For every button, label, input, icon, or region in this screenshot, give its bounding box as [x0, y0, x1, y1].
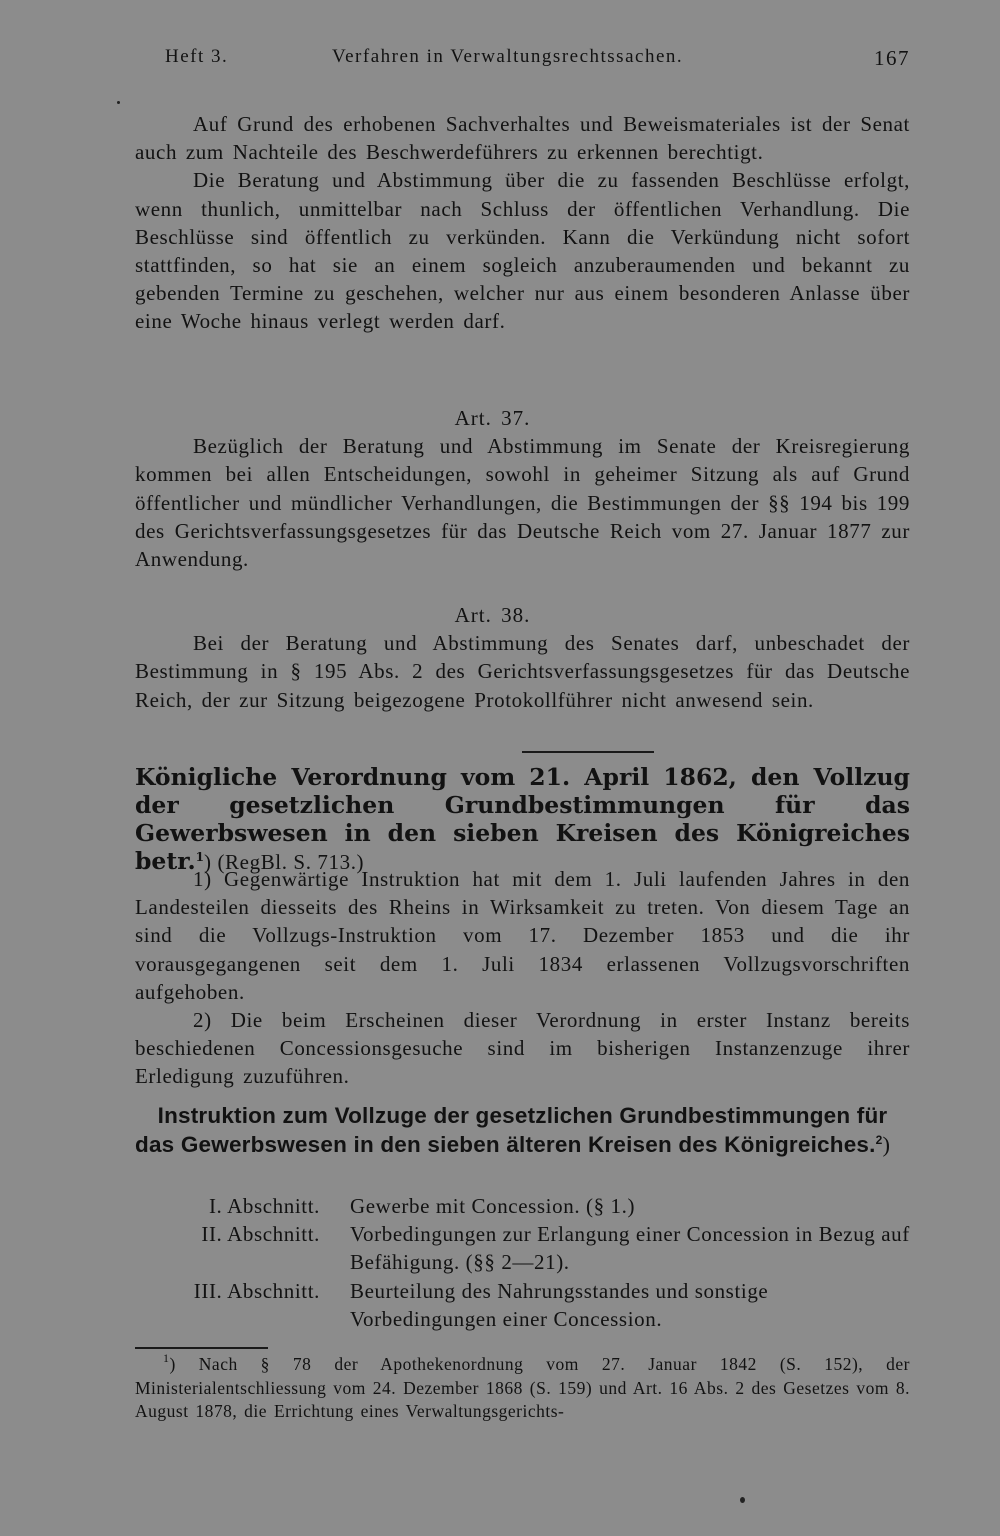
ordinance-heading	[135, 763, 910, 876]
ordinance-citation: (RegBl. S. 713.)	[217, 850, 365, 874]
instruction-title	[135, 1101, 910, 1159]
ordinance-title-text: Königliche Verordnung vom 21. April 1862, den Vollzug der gesetzlichen Grundbestimmungen für das Gewerbswesen in den sieben Kreisen des Königreiches betr.	[135, 763, 910, 875]
toc-section-description: Vorbedingungen zur Erlangung einer Concession in Bezug auf Befähigung. (§§ 2—21).	[350, 1222, 910, 1275]
scan-speck	[740, 1497, 745, 1503]
article-38-heading: Art. 38.	[454, 603, 531, 627]
instruction-toc	[135, 1192, 910, 1333]
section-divider	[522, 751, 654, 753]
issue-label: Heft 3.	[165, 46, 229, 67]
paragraph-deliberation: Die Beratung und Abstimmung über die zu fassenden Beschlüsse erfolgt, wenn thunlich, unmittelbar nach Schluss der öffentlichen Verhandlung. Die Beschlüsse sind öffentlich zu verkünden. Kann die Verkündung nicht sofort stattfinden, so hat sie an einem sogleich anzuberaumenden und bekannt zu gebenden Termine zu geschehen, welcher nur aus einem besonderen Anlasse über eine Woche hinaus verlegt werden darf.	[135, 168, 910, 334]
page-number: 167	[874, 46, 910, 70]
article-37-heading: Art. 37.	[454, 406, 531, 430]
toc-section-number: I. Abschnitt.	[208, 1194, 320, 1218]
article-37	[135, 404, 910, 573]
ordinance-title: Königliche Verordnung vom 21. April 1862, den Vollzug der gesetzlichen Grundbestimmungen für das Gewerbswesen in den sieben Kreisen des Königreiches betr.$^1$) (RegBl. S. 713.)	[135, 763, 910, 875]
ordinance-item-1: 1) Gegenwärtige Instruktion hat mit dem 1. Juli laufenden Jahres in den Landesteilen diesseits des Rheins in Wirksamkeit zu treten. Von diesem Tage an sind die Vollzugs-Instruktion vom 17. Dezember 1853 und die ihr vorausgegangenen seit dem 1. Juli 1834 erlassenen Vollzugsvorschriften aufgehoben.	[135, 867, 910, 1004]
footnote-1-body: ) Nach § 78 der Apothekenordnung vom 27. Januar 1842 (S. 152), der Ministerialentschliessung vom 24. Dezember 1868 (S. 159) und Art. 16 Abs. 2 des Gesetzes vom 8. August 1878, die Errichtung eines Verwaltungsgerichts-	[135, 1354, 910, 1421]
paragraph-authority: Auf Grund des erhobenen Sachverhaltes und Beweismateriales ist der Senat auch zum Nachteile des Beschwerdeführers zu erkennen berechtigt.	[135, 112, 910, 165]
ordinance-provisions	[135, 865, 910, 1091]
instruction-title-text: Instruktion zum Vollzuge der gesetzlichen Grundbestimmungen für das Gewerbswesen in den sieben älteren Kreisen des Königreiches.	[135, 1103, 888, 1157]
ordinance-item-2: 2) Die beim Erscheinen dieser Verordnung in erster Instanz bereits beschiedenen Concessionsgesuche sind im bisherigen Instanzenzuge ihrer Erledigung zuzuführen.	[135, 1008, 910, 1089]
toc-row	[135, 1192, 910, 1220]
footnote-1	[135, 1353, 910, 1424]
toc-section-number: II. Abschnitt.	[201, 1222, 320, 1247]
article-38	[135, 601, 910, 714]
running-title: Verfahren in Verwaltungsrechtssachen.	[332, 46, 684, 67]
footnote-1-mark: 1	[163, 1351, 170, 1365]
footnote-ref-1: 1	[195, 850, 205, 864]
scan-speck	[117, 101, 120, 104]
article-37-text: Bezüglich der Beratung und Abstimmung im Senate der Kreisregierung kommen bei allen Entscheidungen, sowohl in geheimer Sitzung als auf Grund öffentlicher und mündlicher Verhandlungen, die Bestimmungen der §§ 194 bis 199 des Gerichtsverfassungsgesetzes für das Deutsche Reich vom 27. Januar 1877 zur Anwendung.	[135, 434, 910, 572]
toc-section-description: Gewerbe mit Concession. (§ 1.)	[350, 1194, 636, 1218]
instruction-heading	[135, 1101, 910, 1159]
toc-row	[135, 1277, 910, 1333]
footnote-ref-2: 2	[875, 1133, 883, 1147]
instruction-title-closing: )	[882, 1132, 891, 1157]
running-head	[165, 46, 910, 76]
toc-section-number: III. Abschnitt.	[193, 1278, 320, 1303]
footnote-divider	[135, 1347, 268, 1349]
footnote-1-text	[135, 1353, 910, 1424]
toc-section-description: Beurteilung des Nahrungsstandes und sonstige Vorbedingungen einer Concession.	[350, 1278, 769, 1331]
article-38-text: Bei der Beratung und Abstimmung des Senates darf, unbeschadet der Bestimmung in § 195 Abs. 2 des Gerichtsverfassungsgesetzes für das Deutsche Reich, der zur Sitzung beigezogene Protokollführer nicht anwesend sein.	[135, 631, 910, 712]
toc-row	[135, 1220, 910, 1276]
section-procedure	[135, 110, 910, 336]
